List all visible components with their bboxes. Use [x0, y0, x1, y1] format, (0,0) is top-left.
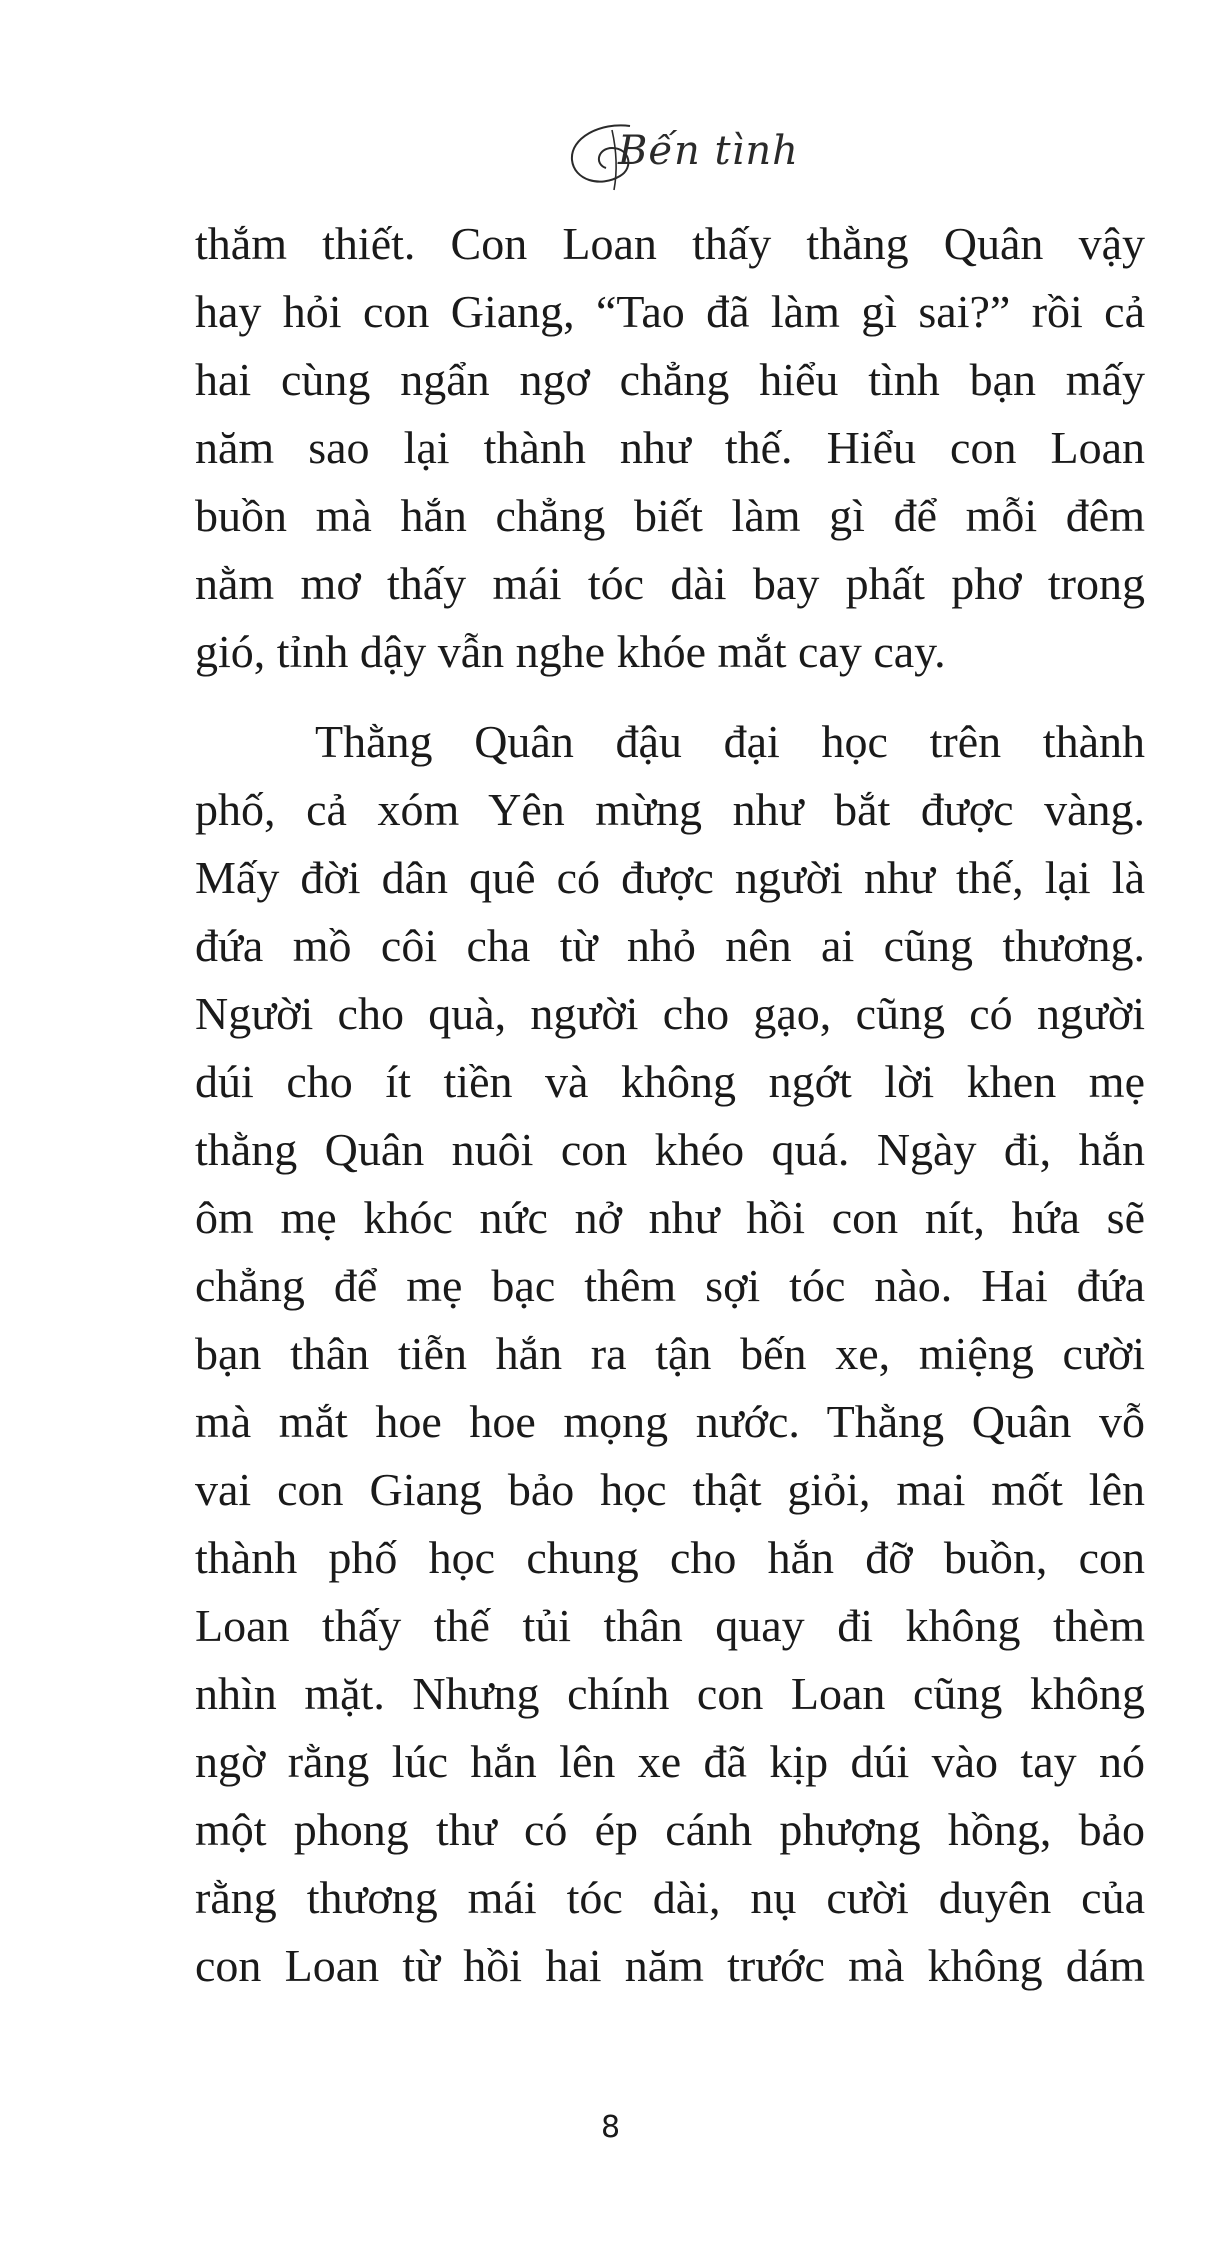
text-line: chẳng để mẹ bạc thêm sợi tóc nào. Hai đứa — [195, 1260, 1145, 1311]
text-line: dúi cho ít tiền và không ngớt lời khen mẹ — [195, 1056, 1145, 1107]
text-line: bạn thân tiễn hắn ra tận bến xe, miệng cười — [195, 1328, 1145, 1379]
text-line: một phong thư có ép cánh phượng hồng, bảo — [195, 1804, 1145, 1855]
text-line: thành phố học chung cho hắn đỡ buồn, con — [195, 1532, 1145, 1583]
text-line: thằng Quân nuôi con khéo quá. Ngày đi, hắn — [195, 1124, 1145, 1175]
text-line: ngờ rằng lúc hắn lên xe đã kịp dúi vào tay nó — [195, 1736, 1145, 1787]
text-line: Loan thấy thế tủi thân quay đi không thèm — [195, 1600, 1145, 1651]
paragraph-2 — [195, 708, 1145, 2000]
text-line: mà mắt hoe hoe mọng nước. Thằng Quân vỗ — [195, 1396, 1145, 1447]
text-line: buồn mà hắn chẳng biết làm gì để mỗi đêm — [195, 490, 1145, 541]
page-number: 8 — [600, 2110, 621, 2145]
text-line: con Loan từ hồi hai năm trước mà không dám — [195, 1940, 1145, 1991]
text-line: hay hỏi con Giang, “Tao đã làm gì sai?” rồi cả — [195, 286, 1145, 337]
text-line: năm sao lại thành như thế. Hiểu con Loan — [195, 422, 1145, 473]
text-line: gió, tỉnh dậy vẫn nghe khóe mắt cay cay. — [195, 626, 946, 677]
text-line: vai con Giang bảo học thật giỏi, mai mốt lên — [195, 1464, 1145, 1515]
text-line: rằng thương mái tóc dài, nụ cười duyên của — [195, 1872, 1145, 1923]
text-line: Mấy đời dân quê có được người như thế, lại là — [195, 852, 1145, 903]
text-line: Người cho quà, người cho gạo, cũng có người — [195, 988, 1145, 1039]
text-line: ôm mẹ khóc nức nở như hồi con nít, hứa sẽ — [195, 1192, 1145, 1243]
text-line: hai cùng ngẩn ngơ chẳng hiểu tình bạn mấy — [195, 354, 1145, 405]
body-text — [195, 210, 1145, 2000]
paragraph-spacer — [195, 686, 1145, 708]
text-line: nằm mơ thấy mái tóc dài bay phất phơ trong — [195, 558, 1145, 609]
text-line: thắm thiết. Con Loan thấy thằng Quân vậy — [195, 218, 1145, 269]
text-line: Thằng Quân đậu đại học trên thành — [315, 716, 1145, 767]
text-line: đứa mồ côi cha từ nhỏ nên ai cũng thương. — [195, 920, 1145, 971]
text-line: nhìn mặt. Nhưng chính con Loan cũng không — [195, 1668, 1145, 1719]
text-line: phố, cả xóm Yên mừng như bắt được vàng. — [195, 784, 1145, 835]
running-title: Bến tình — [618, 128, 799, 174]
paragraph-1 — [195, 210, 1145, 686]
running-header — [560, 118, 800, 198]
